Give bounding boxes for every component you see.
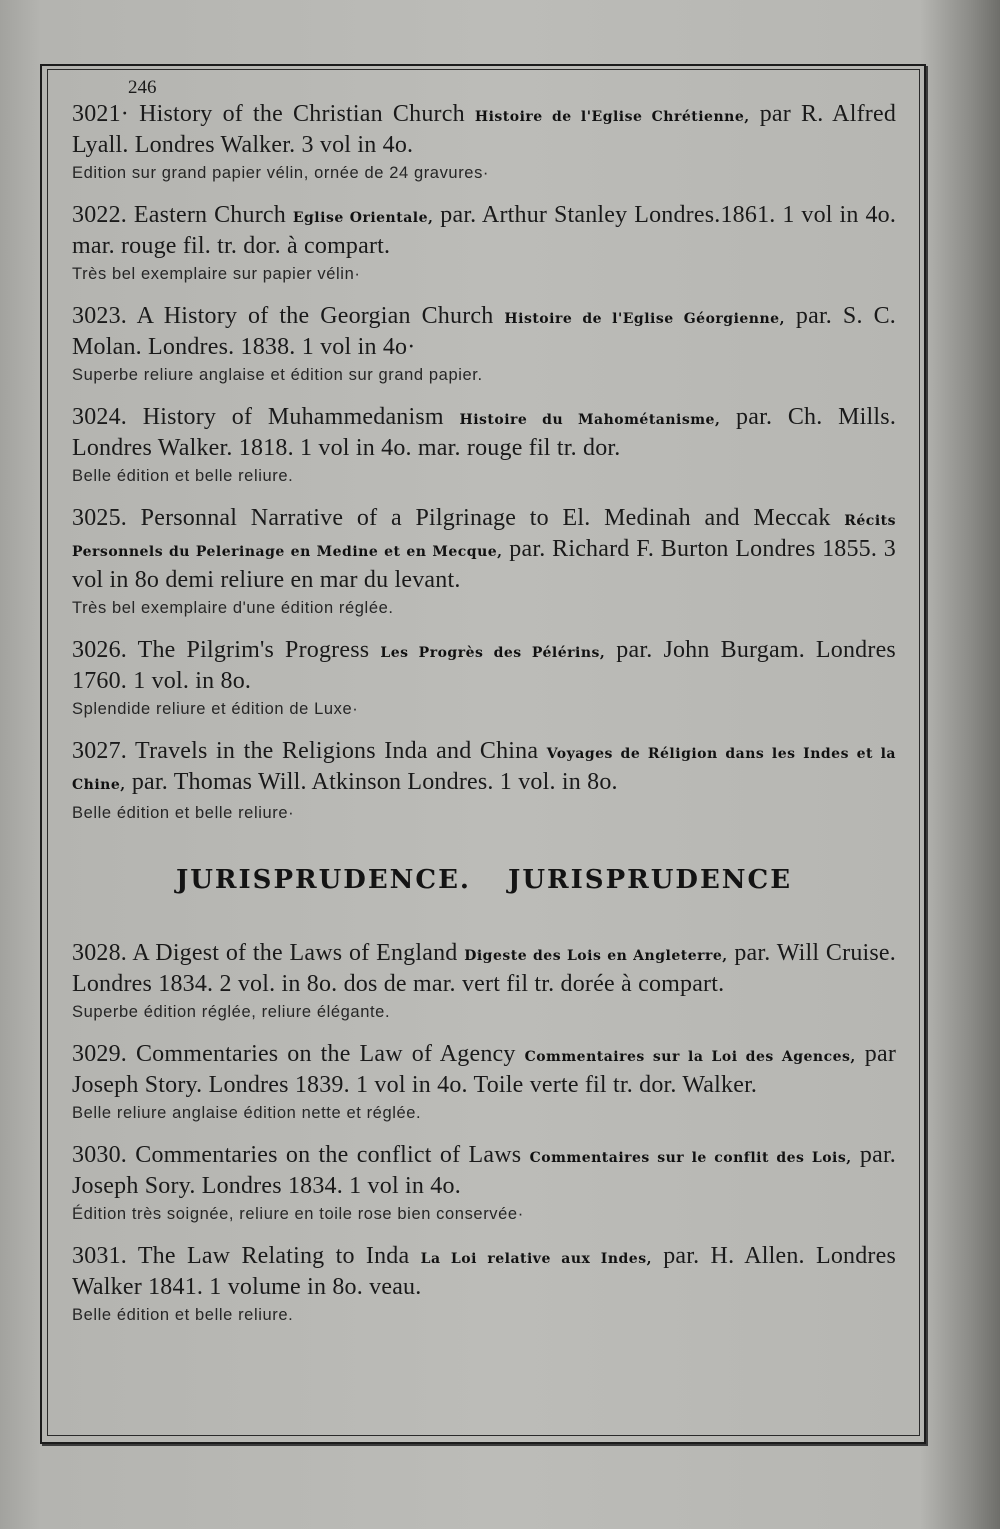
entry-details: par. Richard F. Burton Londres 1855. 3 vol in 8o demi reliure en mar du levant.	[72, 536, 896, 593]
section-heading	[72, 865, 896, 895]
entry-note: Superbe édition réglée, reliure élégante.	[72, 1003, 391, 1021]
entry-title-french: Histoire du Mahométanisme,	[459, 412, 721, 428]
catalog-entry	[72, 939, 896, 1024]
entry-title-english: The Pilgrim's Progress	[137, 637, 370, 663]
entry-title-french: Histoire de l'Eglise Géorgienne,	[504, 311, 785, 327]
entry-number: 3026.	[72, 637, 127, 663]
entry-number: 3027.	[72, 738, 127, 764]
entry-number: 3030.	[72, 1142, 127, 1168]
entry-number: 3022.	[72, 202, 127, 228]
entry-details: par. Thomas Will. Atkinson Londres. 1 vol. in 8o.	[131, 769, 618, 795]
entry-title-english: History of the Christian Church	[139, 101, 465, 127]
entry-details: par. H. Allen. Londres Walker 1841. 1 volume in 8o. veau.	[72, 1243, 897, 1300]
catalog-entry	[72, 1242, 896, 1327]
entry-note: Belle reliure anglaise édition nette et réglée.	[72, 1104, 422, 1122]
entry-number: 3031.	[72, 1243, 127, 1269]
entry-title-french: Récits Personnels du Pelerinage en Medine et en Mecque,	[72, 513, 896, 560]
catalog-entry	[72, 737, 896, 825]
entry-main-text	[72, 737, 896, 799]
entry-note: Belle édition et belle reliure.	[72, 467, 294, 485]
entry-number: 3029.	[72, 1041, 127, 1067]
entry-title-english: Personnal Narrative of a Pilgrinage to El. Medinah and Meccak	[140, 505, 831, 531]
entry-title-english: Commentaries on the Law of Agency	[135, 1041, 516, 1067]
entry-title-english: Eastern Church	[133, 202, 286, 228]
entry-note: Splendide reliure et édition de Luxe·	[72, 700, 359, 718]
entry-number: 3028.	[72, 940, 127, 966]
entry-number: 3021·	[72, 101, 129, 127]
section-heading-second: JURISPRUDENCE	[508, 865, 793, 895]
entry-title-french: La Loi relative aux Indes,	[420, 1251, 652, 1267]
entry-title-french: Eglise Orientale,	[292, 210, 434, 226]
entry-details: par. S. C. Molan. Londres. 1838. 1 vol in 4o·	[72, 303, 897, 360]
entry-title-english: Commentaries on the conflict of Laws	[135, 1142, 522, 1168]
entry-note: Édition très soignée, reliure en toile rose bien conservée·	[72, 1205, 524, 1223]
entry-main-text	[72, 302, 896, 361]
entries-jurisprudence	[72, 939, 896, 1327]
entry-number: 3025.	[72, 505, 127, 531]
entry-title-french: Les Progrès des Pélérins,	[380, 645, 606, 661]
entry-title-english: The Law Relating to Inda	[137, 1243, 410, 1269]
catalog-entry	[72, 636, 896, 721]
catalog-entry	[72, 201, 896, 286]
section-heading-first: JURISPRUDENCE.	[175, 865, 471, 895]
entry-number: 3023.	[72, 303, 127, 329]
entry-title-french: Voyages de Réligion dans les Indes et la Chine,	[72, 746, 897, 793]
entry-main-text	[72, 939, 896, 998]
entry-title-english: Travels in the Religions Inda and China	[135, 738, 539, 764]
entry-main-text	[72, 1242, 896, 1301]
entry-note: Superbe reliure anglaise et édition sur grand papier.	[72, 366, 483, 384]
catalog-entry	[72, 1141, 896, 1226]
entry-main-text	[72, 403, 896, 462]
entry-details: par. Joseph Sory. Londres 1834. 1 vol in 4o.	[72, 1142, 897, 1199]
entry-details: par. Arthur Stanley Londres.1861. 1 vol in 4o. mar. rouge fil. tr. dor. à compart.	[72, 202, 897, 259]
entry-main-text	[72, 1141, 896, 1200]
catalog-entry	[72, 403, 896, 488]
entry-details: par. John Burgam. Londres 1760. 1 vol. in 8o.	[72, 637, 896, 694]
entry-note: Belle édition et belle reliure.	[72, 1306, 294, 1324]
entry-note: Belle édition et belle reliure·	[72, 804, 295, 822]
page-number: 246	[128, 77, 157, 98]
catalog-entry	[72, 302, 896, 387]
entry-details: par Joseph Story. Londres 1839. 1 vol in 4o. Toile verte fil tr. dor. Walker.	[72, 1041, 897, 1098]
catalog-page	[72, 76, 896, 1343]
catalog-entry	[72, 504, 896, 620]
entry-title-french: Histoire de l'Eglise Chrétienne,	[474, 109, 750, 125]
entry-main-text	[72, 504, 896, 594]
entry-number: 3024.	[72, 404, 127, 430]
entry-title-english: A Digest of the Laws of England	[132, 940, 458, 966]
entry-title-french: Digeste des Lois en Angleterre,	[464, 948, 728, 964]
entry-details: par. Will Cruise. Londres 1834. 2 vol. in 8o. dos de mar. vert fil tr. dorée à compart.	[72, 940, 896, 997]
catalog-entry	[72, 100, 896, 185]
entry-main-text	[72, 636, 896, 695]
entry-title-english: A History of the Georgian Church	[136, 303, 494, 329]
entry-note: Edition sur grand papier vélin, ornée de 24 gravures·	[72, 164, 490, 182]
entry-title-french: Commentaires sur le conflit des Lois,	[529, 1150, 852, 1166]
entry-title-english: History of Muhammedanism	[142, 404, 444, 430]
entry-note: Très bel exemplaire sur papier vélin·	[72, 265, 361, 283]
entry-title-french: Commentaires sur la Loi des Agences,	[524, 1049, 856, 1065]
entry-main-text	[72, 201, 896, 260]
catalog-entry	[72, 1040, 896, 1125]
entry-main-text	[72, 100, 896, 159]
entry-note: Très bel exemplaire d'une édition réglée.	[72, 599, 394, 617]
entry-main-text	[72, 1040, 896, 1099]
entry-details: par R. Alfred Lyall. Londres Walker. 3 vol in 4o.	[72, 101, 897, 158]
entries-religion	[72, 100, 896, 825]
entry-details: par. Ch. Mills. Londres Walker. 1818. 1 vol in 4o. mar. rouge fil tr. dor.	[72, 404, 897, 461]
